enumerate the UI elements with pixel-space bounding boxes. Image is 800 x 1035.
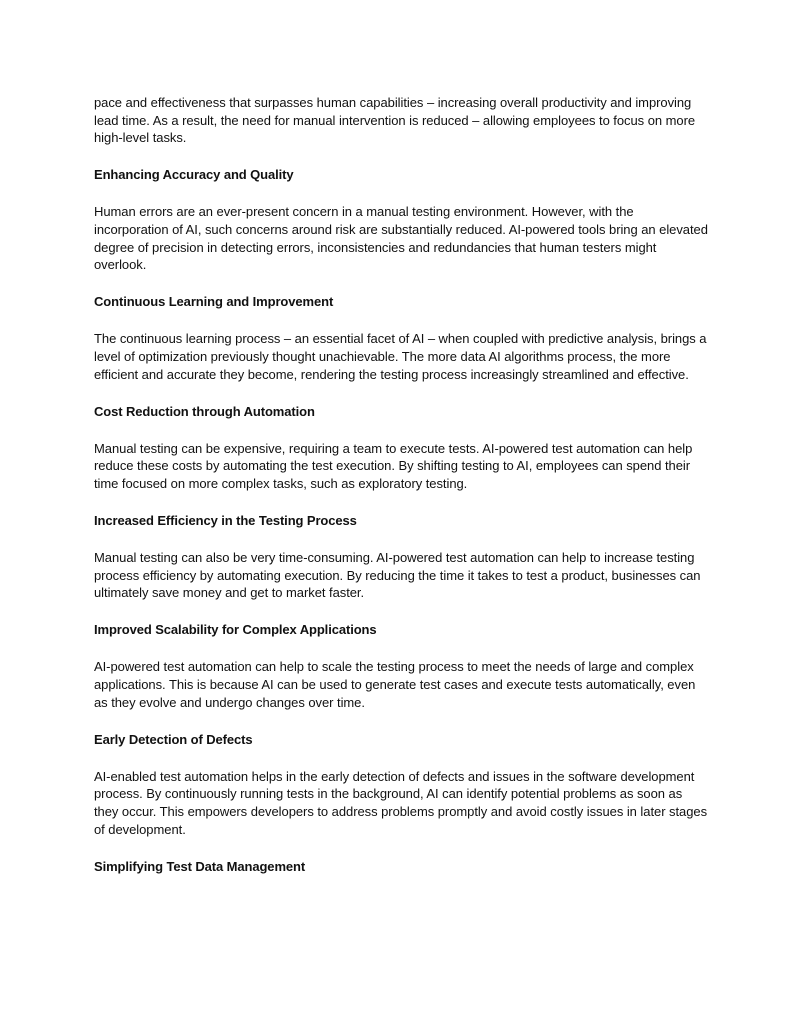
section-body-cost-reduction: Manual testing can be expensive, requiring a team to execute tests. AI-powered test automation can help reduce these costs by automating the test execution. By shifting testing to AI, employees can spend their time focused on more complex tasks, such as exploratory testing.	[94, 440, 693, 491]
section-body-efficiency: Manual testing can also be very time-consuming. AI-powered test automation can help to increase testing process efficiency by automating execution. By reducing the time it takes to test a product, businesses can ultimately save money and get to market faster.	[94, 550, 701, 601]
section-heading-scalability: Improved Scalability for Complex Applications	[94, 622, 377, 638]
section-heading-continuous-learning: Continuous Learning and Improvement	[94, 294, 334, 310]
section-body-continuous-learning: The continuous learning process – an essential facet of AI – when coupled with predictive analysis, brings a level of optimization previously thought unachievable. The more data AI algorithms process, the more efficient and accurate they become, rendering the testing process increasingly streamlined and effective.	[94, 331, 707, 382]
section-heading-early-detection: Early Detection of Defects	[94, 731, 253, 747]
section-heading-test-data: Simplifying Test Data Management	[94, 858, 306, 874]
section-heading-accuracy: Enhancing Accuracy and Quality	[94, 167, 294, 183]
section-body-early-detection: AI-enabled test automation helps in the early detection of defects and issues in the software development process. By continuously running tests in the background, AI can identify potential problems as soon as they occur. This empowers developers to address problems promptly and avoid costly issues in later stages of development.	[94, 768, 708, 837]
section-heading-cost-reduction: Cost Reduction through Automation	[94, 403, 315, 419]
section-body-accuracy: Human errors are an ever-present concern in a manual testing environment. However, with the incorporation of AI, such concerns around risk are substantially reduced. AI-powered tools bring an elevated degree of precision in detecting errors, inconsistencies and redundancies that human testers might overlook.	[94, 204, 708, 273]
section-body-scalability: AI-powered test automation can help to scale the testing process to meet the needs of large and complex applications. This is because AI can be used to generate test cases and execute tests automatically, even as they evolve and undergo changes over time.	[94, 659, 696, 710]
intro-paragraph: pace and effectiveness that surpasses human capabilities – increasing overall productivity and improving lead time. As a result, the need for manual intervention is reduced – allowing employees to focus on more high-level tasks.	[94, 95, 696, 146]
section-heading-efficiency: Increased Efficiency in the Testing Process	[94, 513, 357, 528]
document-body	[94, 94, 709, 895]
